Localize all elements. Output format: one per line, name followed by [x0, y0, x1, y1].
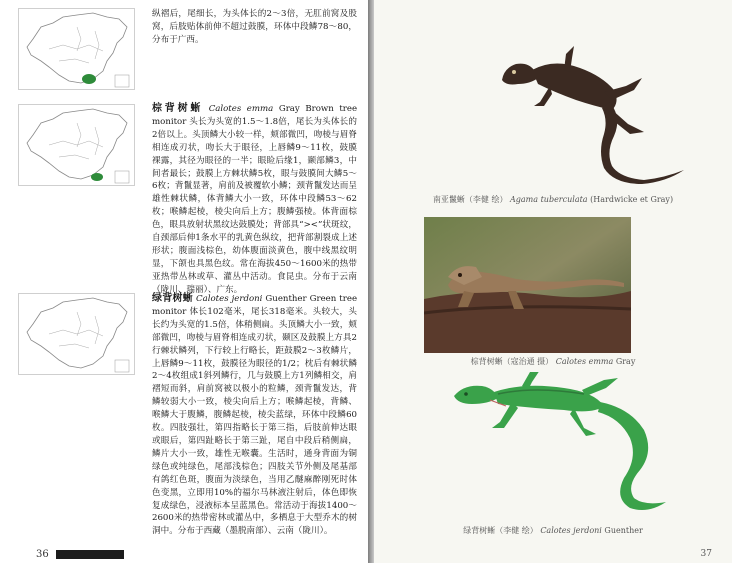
- distribution-map-3: [18, 293, 135, 375]
- caption-author: Gray: [615, 357, 636, 366]
- caption-author: Guenther: [604, 526, 643, 535]
- calotes-emma-photo: [424, 217, 631, 353]
- entry-body: 头长为头宽的1.5～1.8倍，尾长为头体长的2倍以上。头顶鳞大小较一样，颊部微凹，吻棱与眉脊相连成刃状，吻长大于眼径，上唇鳞9～11枚，鼓膜裸露，其径为眼径的一半；眼睑后缘1，颞部鳞3，中间者最长；鼓膜上方棘状鳞5枚，眼与鼓膜间大鳞5～6枚；背鬣显著，肩前及被覆软小鳞；颈背鬣发达而呈雄性棘状鳞，体背鳞大小一致，环体中段鳞53～62枚；喉鳞起棱，棱尖向后上方；腹鳞强棱。体背面棕色，眼具放射状黑纹达鼓膜处；背部具“><”状斑纹，自颈部后伸1条水平的乳黄色纵纹，把背部割裂成上述形状；腹面浅棕色，幼体腹面淡黄色，腹中线黑纹明显，下颌也具黑色纹。常在海拔450～1600米的热带亚热带丛林或草、灌丛中活动。食昆虫。分布于云南（陇川、瑞丽）、广东。: [152, 116, 357, 295]
- species-entry-continuation: [152, 8, 357, 47]
- caption-author: (Hardwicke et Gray): [590, 195, 674, 204]
- species-entry-calotes-jerdoni: [152, 293, 357, 538]
- caption-cn: 棕背树蜥（寇治通 摄）: [470, 357, 554, 366]
- species-name-latin: Calotes emma: [208, 104, 274, 114]
- species-name-cn: 棕背树蜥: [152, 103, 204, 114]
- agama-illustration: [494, 28, 694, 188]
- species-name-latin: Calotes jerdoni: [196, 294, 263, 304]
- distribution-map-2: [18, 104, 135, 186]
- page-number-left: 36: [36, 549, 49, 560]
- caption-cn: 南亚鬣蜥（李健 绘）: [432, 195, 508, 204]
- caption-latin: Calotes jerdoni: [540, 526, 602, 535]
- caption-latin: Agama tuberculata: [510, 195, 588, 204]
- species-name-en: Brown tree monitor: [152, 104, 358, 127]
- species-name-en: Green tree monitor: [152, 294, 358, 317]
- figure-caption-1: [374, 194, 732, 205]
- page-number-right: 37: [700, 549, 712, 559]
- redaction-bar: [56, 550, 124, 559]
- figure-caption-3: [374, 525, 732, 536]
- entry-body: 体长102毫米，尾长318毫米。头较大，头长约为头宽的1.5倍，体稍侧扁。头顶鳞大小一致，颊部微凹，吻棱与眉脊相连成刃状，颞区及鼓膜上方具2行棘状鳞列，下行较上行略长，距鼓膜2～3枚鳞片，上唇鳞9～11枚，鼓膜径为眼径的1/2；枕后有棘状鳞2～4枚组成1斜列鳞行，几与鼓膜上方1列鳞相交，肩褶短而斜，肩前窝被以极小的粒鳞，颈背鬣发达，背鳞较弱大小一致，棱尖向后上方；喉鳞起棱，背鳞、喉鳞大于腹鳞，腹鳞起棱，棱尖蓝绿，环体中段鳞60枚。四肢强壮，第四指略长于第三指，后肢前伸达眼或眼后，第四趾略长于第三趾，尾自中段后稍侧扁，鳞片大小一致，雄性无喉囊。生活时，通身背面为铜绿色或纯绿色，尾部浅棕色；四肢关节外侧及尾基部有鸽红色斑，腹面为淡绿色，当用乙醚麻醉刚死时体色变黑，立即用10%的福尔马林液注射后，体色即恢复成绿色，浸液标本呈蓝黑色。常活动于海拔1400～2600米的热带密林或灌丛中，多栖息于大型乔木的树洞中。分布于西藏（墨脱南部）、云南（陇川）。: [152, 306, 358, 537]
- figure-caption-2: [374, 356, 732, 367]
- species-author: Gray: [278, 104, 300, 114]
- species-name-cn: 绿背树蜥: [152, 293, 194, 304]
- distribution-map-1: [18, 8, 135, 90]
- entry-body: 纵褶后，尾细长，为头体长的2～3倍，无肛前窝及股窝，后肢贴体前伸不超过鼓膜，环体中段鳞78～80，分布于广西。: [152, 9, 357, 45]
- right-page: [374, 0, 732, 563]
- calotes-jerdoni-illustration: [434, 372, 694, 522]
- species-author: Guenther: [265, 294, 307, 304]
- caption-cn: 绿背树蜥（李健 绘）: [463, 526, 538, 535]
- species-entry-calotes-emma: [152, 103, 357, 297]
- caption-latin: Calotes emma: [555, 357, 614, 366]
